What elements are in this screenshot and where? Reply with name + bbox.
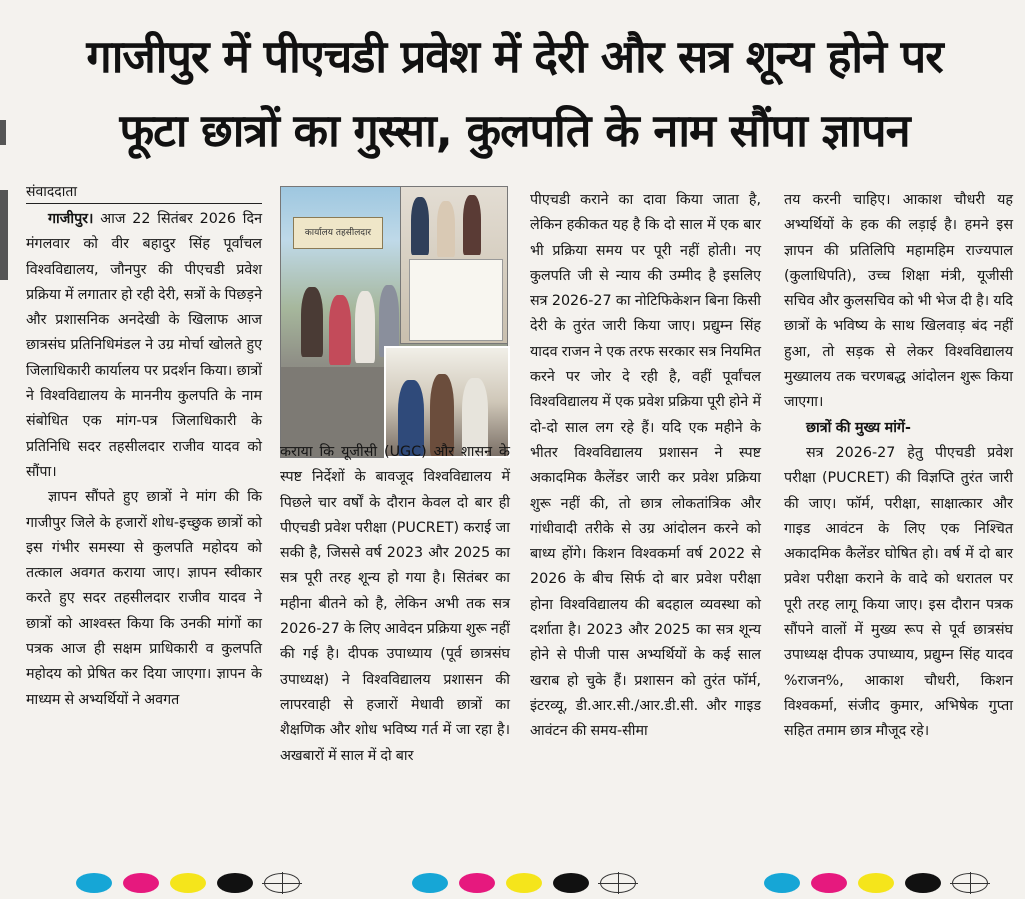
cyan-dot (412, 873, 448, 893)
registration-marks-left (76, 873, 300, 893)
crosshair-icon (952, 873, 988, 893)
left-edge-strip (0, 190, 8, 280)
memorandum-paper (409, 259, 503, 341)
magenta-dot (811, 873, 847, 893)
person-figure (301, 287, 323, 357)
headline-line-1: गाजीपुर में पीएचडी प्रवेश में देरी और सत्र शून्य होने पर (86, 30, 943, 83)
demands-paragraph: सत्र 2026-27 हेतु पीएचडी प्रवेश परीक्षा (PUCRET) की विज्ञप्ति तुरंत जारी की जाए। फॉर्म, परीक्षा, साक्षात्कार और गाइड आवंटन के लिए एक निश्चित अकादमिक कैलेंडर घोषित हो। वर्ष में दो बार प्रवेश परीक्षा कराने के वादे को धरातल पर पूरी तरह लागू किया जाए। इस दौरान पत्रक सौंपने वालों में मुख्य रूप से पूर्व छात्रसंघ उपाध्यक्ष दीपक उपाध्याय, प्रद्युम्न सिंह यादव %राजन%, आकाश चौधरी, किशन विश्वकर्मा, संजीद कुमार, अभिषेक गुप्ता सहित तमाम छात्र मौजूद रहे। (784, 444, 1013, 740)
crosshair-icon (600, 873, 636, 893)
yellow-dot (506, 873, 542, 893)
person-figure (437, 201, 455, 257)
black-dot (217, 873, 253, 893)
crosshair-icon (264, 873, 300, 893)
cyan-dot (764, 873, 800, 893)
registration-marks-center (412, 873, 636, 893)
person-figure (411, 197, 429, 255)
article-column-2 (280, 440, 510, 769)
yellow-dot (170, 873, 206, 893)
black-dot (553, 873, 589, 893)
magenta-dot (123, 873, 159, 893)
person-figure (355, 291, 375, 363)
byline: संवाददाता (26, 182, 262, 204)
magenta-dot (459, 873, 495, 893)
article-column-3 (530, 188, 761, 745)
article-column-1 (26, 207, 262, 713)
headline-line-2: फूटा छात्रों का गुस्सा, कुलपति के नाम सौंपा ज्ञापन (119, 104, 910, 157)
demands-heading: छात्रों की मुख्य मांगें- (806, 419, 911, 436)
registration-marks-right (764, 873, 988, 893)
person-figure (329, 295, 351, 365)
building-banner: कार्यालय तहसीलदार (293, 217, 383, 249)
paragraph-5: तय करनी चाहिए। आकाश चौधरी यह अभ्यर्थियों के हक की लड़ाई है। हमने इस ज्ञापन की प्रतिलिपि महामहिम राज्यपाल (कुलाधिपति), उच्च शिक्षा मंत्री, यूजीसी सचिव और कुलसचिव को भी भेज दी है। यदि छात्रों के भविष्य के साथ खिलवाड़ बंद नहीं हुआ, तो सड़क से लेकर विश्वविद्यालय मुख्यालय तक चरणबद्ध आंदोलन शुरू किया जाएगा। (784, 192, 1013, 411)
paragraph-4: पीएचडी कराने का दावा किया जाता है, लेकिन हकीकत यह है कि दो साल में एक बार भी प्रक्रिया समय पर पूरी नहीं होती। नए कुलपति जी से न्याय की उम्मीद है इसलिए सत्र 2026-27 का नोटिफिकेशन बिना किसी देरी के तुरंत जारी किया जाए। प्रद्युम्न सिंह यादव राजन ने एक तरफ सरकार सत्र नियमित करने पर जोर दे रही है, वहीं पूर्वांचल विश्वविद्यालय में एक प्रवेश प्रक्रिया पूरी होने में दो-दो साल लग रहे हैं। यदि एक महीने के भीतर विश्वविद्यालय प्रशासन ने स्पष्ट अकादमिक कैलेंडर जारी कर प्रवेश प्रक्रिया शुरू नहीं की, तो छात्र लोकतांत्रिक और गांधीवादी तरीके से उग्र आंदोलन करने को बाध्य होंगे। किशन विश्वकर्मा वर्ष 2022 से 2026 के बीच सिर्फ दो बार प्रवेश परीक्षा होना विश्वविद्यालय की बदहाल व्यवस्था को दर्शाता है। 2023 और 2025 का सत्र शून्य होने से पीजी पास अभ्यर्थियों के कई साल खराब हो चुके हैं। प्रशासन को तुरंत फॉर्म, इंटरव्यू, डी.आर.सी./आर.डी.सी. और गाइड आवंटन की समय-सीमा (530, 192, 761, 740)
lead-paragraph (26, 207, 262, 485)
person-figure (463, 195, 481, 255)
lead-text: आज 22 सितंबर 2026 दिन मंगलवार को वीर बहादुर सिंह पूर्वांचल विश्वविद्यालय, जौनपुर की पीएचडी प्रवेश प्रक्रिया में लगातार हो रही देरी, सत्रों के पिछड़ने और प्रशासनिक अनदेखी के खिलाफ आज छात्रसंघ प्रतिनिधिमंडल ने उग्र मोर्चा खोलते हुए जिलाधिकारी कार्यालय पर प्रदर्शन किया। छात्रों ने विश्वविद्यालय के माननीय कुलपति के नाम संबोधित एक मांग-पत्र जिलाधिकारी के प्रतिनिधि सदर तहसीलदार राजीव यादव को सौंपा। (26, 211, 263, 480)
cyan-dot (76, 873, 112, 893)
paragraph-2: ज्ञापन सौंपते हुए छात्रों ने मांग की कि गाजीपुर जिले के हजारों शोध-इच्छुक छात्रों को इस गंभीर समस्या से कुलपति महोदय को तत्काल अवगत कराया जाए। ज्ञापन स्वीकार करते हुए सदर तहसीलदार राजीव यादव ने छात्रों को आश्वस्त किया कि उनकी मांगों का पत्रक आज ही सक्षम प्राधिकारी व कुलपति महोदय को प्रेषित कर दिया जाएगा। ज्ञापन के माध्यम से अभ्यर्थियों ने अवगत (26, 489, 262, 708)
black-dot (905, 873, 941, 893)
news-photo-memorandum (400, 186, 508, 344)
left-edge-strip (0, 120, 6, 145)
article-column-4 (784, 188, 1013, 745)
paragraph-3: कराया कि यूजीसी (UGC) और शासन के स्पष्ट निर्देशों के बावजूद विश्वविद्यालय में पिछले चार वर्षों के दौरान केवल दो बार ही पीएचडी प्रवेश परीक्षा (PUCRET) कराई जा सकी है, जिससे वर्ष 2023 और 2025 का सत्र पूरी तरह शून्य हो गया है। सितंबर का महीना बीतने को है, लेकिन अभी तक सत्र 2026-27 के लिए आवेदन प्रक्रिया शुरू नहीं की गई है। दीपक उपाध्याय (पूर्व छात्रसंघ उपाध्यक्ष) ने विश्वविद्यालय प्रशासन की लापरवाही से हजारों मेधावी छात्रों का शैक्षणिक और शोध भविष्य गर्त में जा रहा है। अखबारों में साल में दो बार (280, 444, 510, 764)
yellow-dot (858, 873, 894, 893)
dateline-place: गाजीपुर। (48, 211, 94, 227)
